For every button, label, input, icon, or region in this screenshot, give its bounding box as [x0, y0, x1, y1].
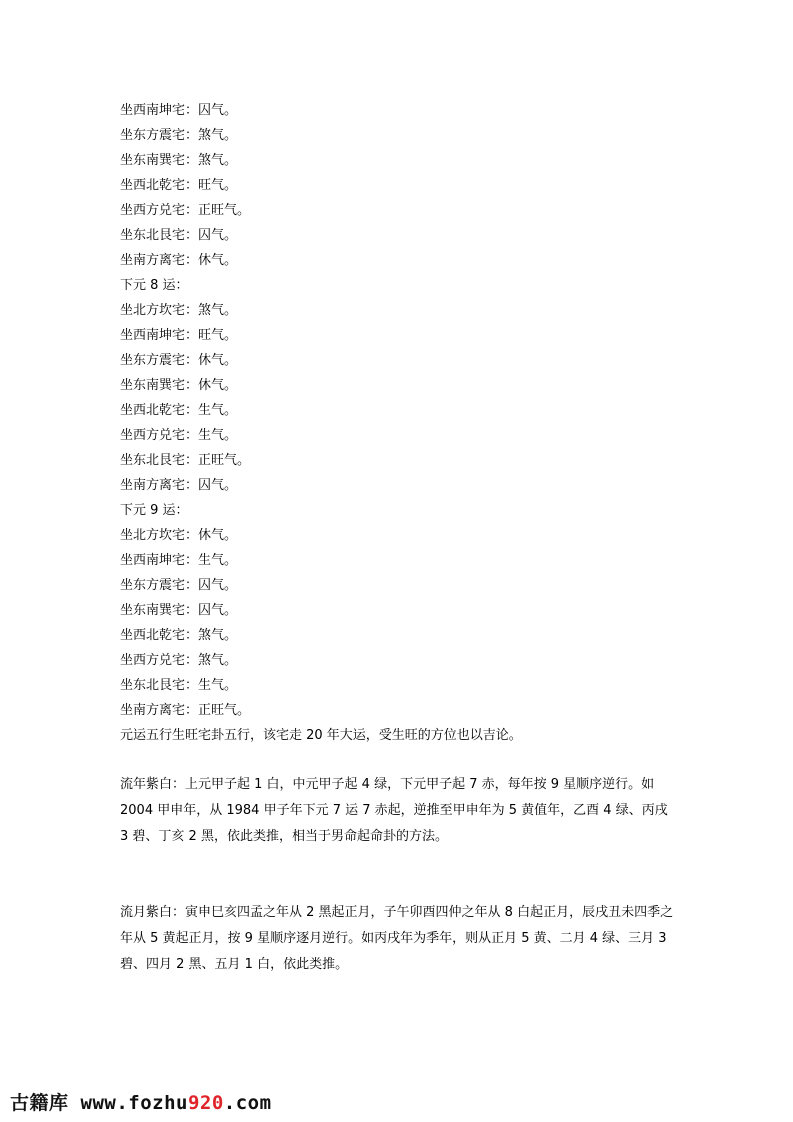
list-item: 坐西北乾宅：旺气。 — [120, 178, 238, 193]
site-watermark — [10, 1088, 272, 1115]
yearly-purple-white-paragraph: 流年紫白：上元甲子起 1 白，中元甲子起 4 绿，下元甲子起 7 赤，每年按 9 星顺序逆行。如 2004 甲申年，从 1984 甲子年下元 7 运 7 赤起，逆推至甲申年为 5 黄值年，乙酉 4 绿、丙戌 3 碧、丁亥 2 黑，依此类推，相当于男命起命卦的方法。 — [120, 777, 668, 844]
list-item: 坐西方兑宅：正旺气。 — [120, 203, 251, 218]
list-item: 坐西北乾宅：煞气。 — [120, 628, 238, 643]
list-item: 坐东南巽宅：囚气。 — [120, 603, 238, 618]
list-item: 坐东南巽宅：煞气。 — [120, 153, 238, 168]
list-item: 坐西方兑宅：煞气。 — [120, 653, 238, 668]
list-item: 坐西北乾宅：生气。 — [120, 403, 238, 418]
list-item: 坐西南坤宅：旺气。 — [120, 328, 238, 343]
list-item: 坐东北艮宅：生气。 — [120, 678, 238, 693]
list-item: 坐西方兑宅：生气。 — [120, 428, 238, 443]
document-body — [120, 98, 680, 978]
site-brand: 古籍库 — [10, 1092, 69, 1114]
section-heading-8: 下元 8 运： — [120, 278, 189, 293]
list-item: 坐东方震宅：休气。 — [120, 353, 238, 368]
section-heading-9: 下元 9 运： — [120, 503, 189, 518]
list-item: 坐东北艮宅：囚气。 — [120, 228, 238, 243]
list-item: 坐北方坎宅：煞气。 — [120, 303, 238, 318]
list-item: 坐北方坎宅：休气。 — [120, 528, 238, 543]
site-url-suffix: .com — [223, 1092, 272, 1114]
qi-list-9 — [120, 523, 680, 723]
list-item: 坐东方震宅：囚气。 — [120, 578, 238, 593]
list-item: 坐东方震宅：煞气。 — [120, 128, 238, 143]
site-url-prefix: www.fozhu — [80, 1092, 188, 1114]
list-item: 坐西南坤宅：囚气。 — [120, 103, 238, 118]
list-item: 坐东北艮宅：正旺气。 — [120, 453, 251, 468]
list-item: 坐南方离宅：休气。 — [120, 253, 238, 268]
monthly-purple-white-paragraph: 流月紫白：寅申巳亥四孟之年从 2 黑起正月，子午卯酉四仲之年从 8 白起正月，辰戌丑未四季之年从 5 黄起正月，按 9 星顺序逐月逆行。如丙戌年为季年，则从正月 5 黄、二月 4 绿、三月 3 碧、四月 2 黑、五月 1 白，依此类推。 — [120, 905, 674, 972]
list-item: 坐东南巽宅：休气。 — [120, 378, 238, 393]
list-item: 坐南方离宅：正旺气。 — [120, 703, 251, 718]
site-url-number: 920 — [187, 1092, 224, 1114]
qi-list-previous — [120, 98, 680, 273]
qi-list-8 — [120, 298, 680, 498]
list-item: 坐南方离宅：囚气。 — [120, 478, 238, 493]
summary-line: 元运五行生旺宅卦五行，该宅走 20 年大运，受生旺的方位也以吉论。 — [120, 728, 522, 743]
list-item: 坐西南坤宅：生气。 — [120, 553, 238, 568]
